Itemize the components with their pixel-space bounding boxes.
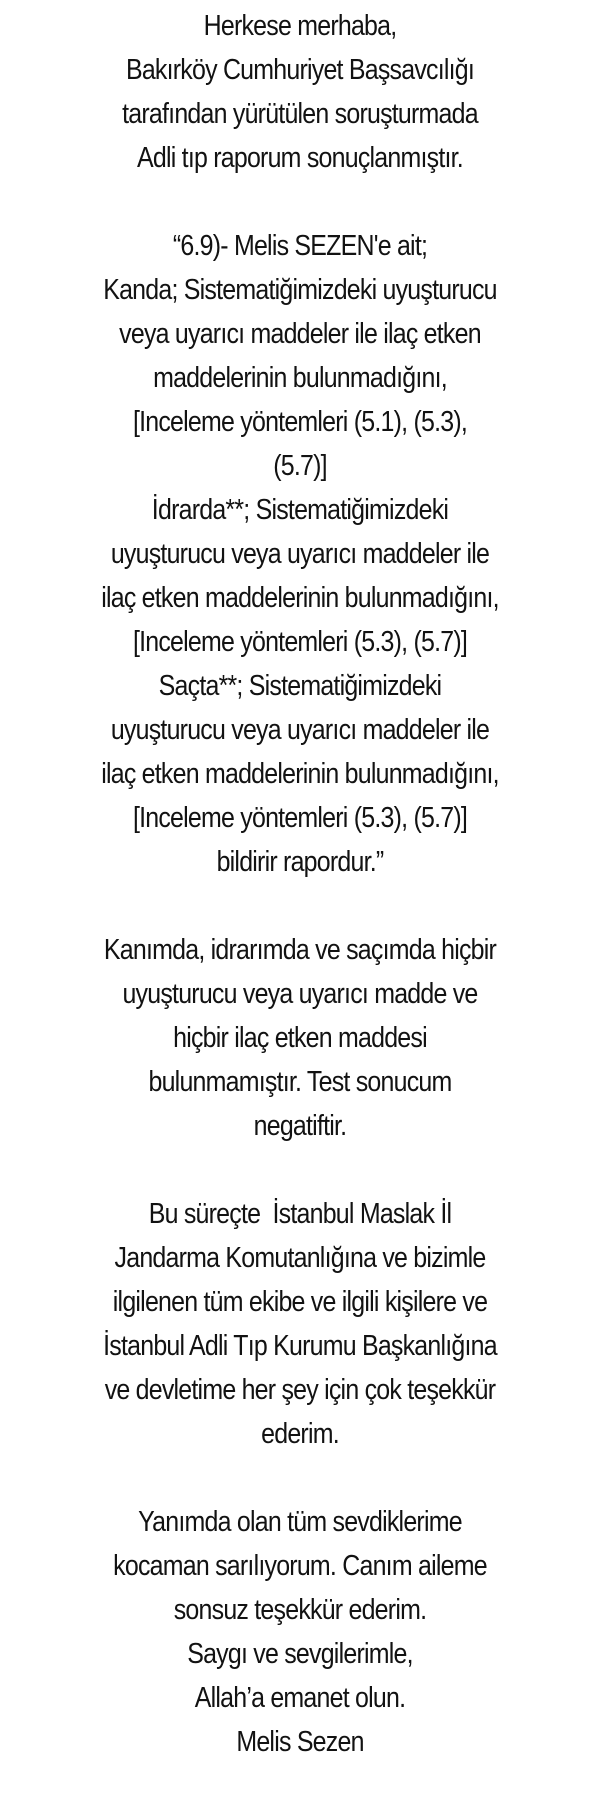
text-line: uyuşturucu veya uyarıcı maddeler ile [110, 714, 490, 746]
text-line: ilgilenen tüm ekibe ve ilgili kişilere ve [112, 1286, 488, 1318]
text-line: kocaman sarılıyorum. Canım aileme [113, 1550, 487, 1582]
paragraph-gap [42, 1456, 558, 1500]
text-line: [Inceleme yöntemleri (5.3), (5.7)] [132, 626, 468, 658]
text-line: Herkese merhaba, [203, 10, 397, 42]
text-line: bulunmamıştır. Test sonucum [148, 1066, 452, 1098]
text-line: Jandarma Komutanlığına ve bizimle [114, 1242, 486, 1274]
signature-line: Melis Sezen [236, 1726, 364, 1758]
text-line: [Inceleme yöntemleri (5.3), (5.7)] [132, 802, 468, 834]
text-line: ederim. [261, 1418, 339, 1450]
text-line: Saçta**; Sistematiğimizdeki [158, 670, 442, 702]
text-line: İstanbul Adli Tıp Kurumu Başkanlığına [103, 1330, 497, 1362]
text-line: bildirir rapordur.” [216, 846, 384, 878]
text-line: maddelerinin bulunmadığını, [153, 362, 447, 394]
text-line: negatiftir. [253, 1110, 347, 1142]
closing-paragraph [42, 1500, 558, 1764]
text-line: tarafından yürütülen soruşturmada [122, 98, 478, 130]
text-line: Bakırköy Cumhuriyet Başsavcılığı [125, 54, 475, 86]
text-line: veya uyarıcı maddeler ile ilaç etken [119, 318, 481, 350]
text-line: ilaç etken maddelerinin bulunmadığını, [101, 758, 499, 790]
text-line: Allah’a emanet olun. [194, 1682, 406, 1714]
report-quote-paragraph [42, 224, 558, 884]
text-line: hiçbir ilaç etken maddesi [173, 1022, 427, 1054]
text-line: sonsuz teşekkür ederim. [173, 1594, 427, 1626]
text-line: İdrarda**; Sistematiğimizdeki [151, 494, 449, 526]
text-line: ilaç etken maddelerinin bulunmadığını, [101, 582, 499, 614]
text-line: uyuşturucu veya uyarıcı maddeler ile [110, 538, 490, 570]
text-line: Saygı ve sevgilerimle, [187, 1638, 413, 1670]
paragraph-gap [42, 884, 558, 928]
text-line: uyuşturucu veya uyarıcı madde ve [122, 978, 478, 1010]
text-line: (5.7)] [273, 450, 327, 482]
text-line: ve devletime her şey için çok teşekkür [104, 1374, 496, 1406]
paragraph-gap [42, 1148, 558, 1192]
result-paragraph [42, 928, 558, 1148]
text-line: “6.9)- Melis SEZEN'e ait; [172, 230, 428, 262]
text-line: Bu süreçte İstanbul Maslak İl [148, 1198, 452, 1230]
paragraph-gap [42, 180, 558, 224]
thanks-paragraph [42, 1192, 558, 1456]
text-line: Kanda; Sistematiğimizdeki uyuşturucu [103, 274, 497, 306]
text-line: Adli tıp raporum sonuçlanmıştır. [137, 142, 463, 174]
text-line: Yanımda olan tüm sevdiklerime [138, 1506, 462, 1538]
intro-paragraph [42, 4, 558, 180]
statement-text [42, 4, 558, 1764]
text-line: Kanımda, idrarımda ve saçımda hiçbir [103, 934, 497, 966]
text-line: [Inceleme yöntemleri (5.1), (5.3), [132, 406, 468, 438]
